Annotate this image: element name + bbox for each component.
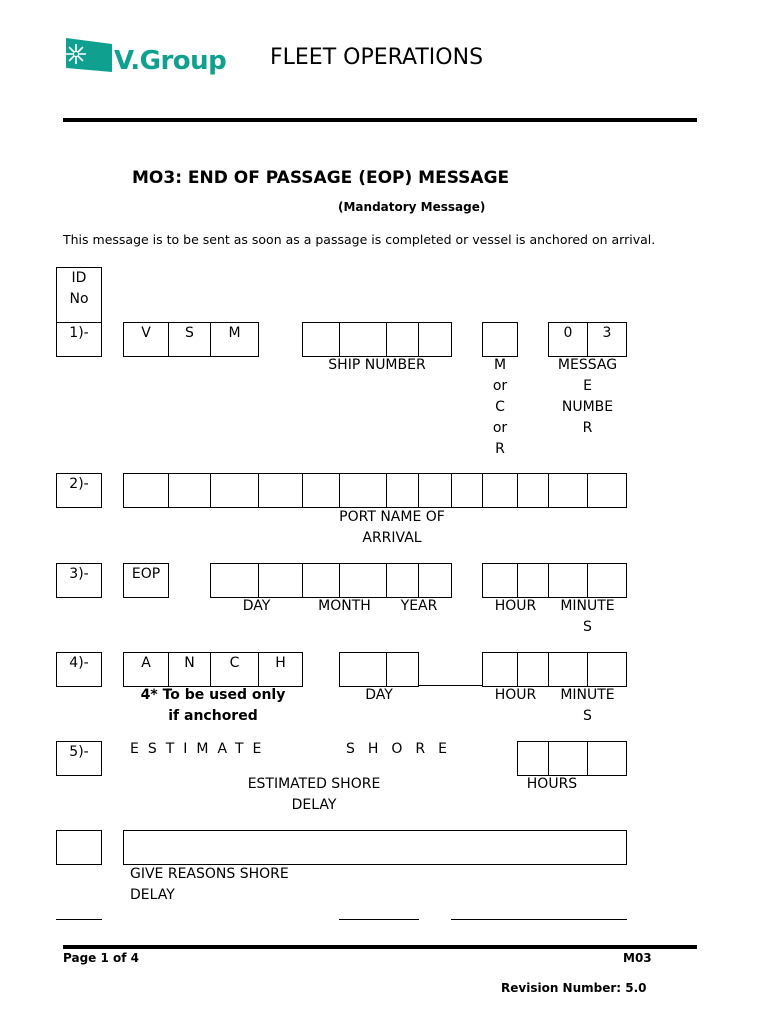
reasons-label: GIVE REASONS SHORE DELAY (130, 866, 289, 903)
minutes-cell[interactable] (587, 652, 627, 687)
vgroup-logo-icon (66, 38, 112, 72)
message-number-label: MESSAG E NUMBE R (557, 357, 618, 436)
minutes-cell[interactable] (587, 563, 627, 598)
row5-id-cell: 5)- (56, 741, 102, 776)
document-title: MO3: END OF PASSAGE (EOP) MESSAGE (132, 168, 510, 188)
row6-id-cell (56, 830, 102, 865)
day-cell[interactable] (258, 563, 303, 598)
signature-line (451, 919, 627, 920)
port-name-cell[interactable] (386, 473, 419, 508)
shore-text: SHORE (346, 741, 461, 757)
year-cell[interactable] (418, 563, 452, 598)
hour-cell[interactable] (517, 563, 549, 598)
hour-cell[interactable] (482, 652, 518, 687)
anch-cell-c: C (210, 652, 259, 687)
row3-id-cell: 3)- (56, 563, 102, 598)
ship-number-cell[interactable] (386, 322, 419, 357)
estimate-text: ESTIMATE (130, 741, 271, 757)
month-cell[interactable] (339, 563, 387, 598)
port-name-cell[interactable] (482, 473, 518, 508)
mcr-label: M or C or R (492, 357, 508, 457)
port-name-cell[interactable] (517, 473, 549, 508)
row4-connector-line (418, 685, 483, 686)
id-header-cell: ID No (56, 267, 102, 323)
port-name-cell[interactable] (210, 473, 259, 508)
anchored-note: 4* To be used only if anchored (140, 687, 286, 724)
minutes-label: MINUTE S (560, 687, 615, 724)
month-label: MONTH (318, 598, 371, 614)
port-name-cell[interactable] (418, 473, 452, 508)
anch-cell-h: H (258, 652, 303, 687)
year-label: YEAR (400, 598, 438, 614)
port-name-cell[interactable] (168, 473, 211, 508)
mcr-cell[interactable] (482, 322, 518, 357)
hours-cell[interactable] (548, 741, 588, 776)
port-name-cell[interactable] (587, 473, 627, 508)
anch-cell-n: N (168, 652, 211, 687)
hours-label: HOURS (526, 776, 578, 792)
message-number-cell[interactable]: 0 (548, 322, 588, 357)
ship-number-cell[interactable] (302, 322, 340, 357)
port-name-cell[interactable] (123, 473, 169, 508)
intro-text: This message is to be sent as soon as a passage is completed or vessel is anchored on arrival. (63, 232, 656, 247)
ship-number-cell[interactable] (418, 322, 452, 357)
estimated-shore-delay-label: ESTIMATED SHORE DELAY (247, 776, 381, 813)
hour-cell[interactable] (517, 652, 549, 687)
day-cell[interactable] (210, 563, 259, 598)
signature-line (56, 919, 102, 920)
anch-cell-a: A (123, 652, 169, 687)
header-rule (63, 118, 697, 122)
vsm-cell-m[interactable]: M (210, 322, 259, 357)
minutes-cell[interactable] (548, 652, 588, 687)
minutes-label: MINUTE S (560, 598, 615, 635)
page-number: Page 1 of 4 (63, 951, 139, 965)
hours-cell[interactable] (517, 741, 549, 776)
document-subtitle: (Mandatory Message) (338, 200, 486, 214)
day-cell[interactable] (386, 652, 419, 687)
port-name-cell[interactable] (451, 473, 483, 508)
signature-line (339, 919, 419, 920)
day-label: DAY (365, 687, 393, 703)
hour-label: HOUR (494, 687, 537, 703)
port-name-label: PORT NAME OF ARRIVAL (339, 509, 445, 546)
message-number-cell[interactable]: 3 (587, 322, 627, 357)
row1-id-cell: 1)- (56, 322, 102, 357)
year-cell[interactable] (386, 563, 419, 598)
month-cell[interactable] (302, 563, 340, 598)
ship-number-label: SHIP NUMBER (328, 357, 426, 373)
row4-id-cell: 4)- (56, 652, 102, 687)
port-name-cell[interactable] (258, 473, 303, 508)
eop-code-cell: EOP (123, 563, 169, 598)
row2-id-cell: 2)- (56, 473, 102, 508)
day-cell[interactable] (339, 652, 387, 687)
revision-number: Revision Number: 5.0 (501, 981, 647, 995)
port-name-cell[interactable] (548, 473, 588, 508)
logo-text: V.Group (114, 46, 227, 76)
port-name-cell[interactable] (302, 473, 340, 508)
vsm-cell-v[interactable]: V (123, 322, 169, 357)
header-title: FLEET OPERATIONS (270, 45, 484, 70)
hour-label: HOUR (494, 598, 537, 614)
document-code: M03 (623, 951, 652, 965)
vsm-cell-s[interactable]: S (168, 322, 211, 357)
reasons-input-cell[interactable] (123, 830, 627, 865)
hour-cell[interactable] (482, 563, 518, 598)
port-name-cell[interactable] (339, 473, 387, 508)
hours-cell[interactable] (587, 741, 627, 776)
ship-number-cell[interactable] (339, 322, 387, 357)
day-label: DAY (242, 598, 271, 614)
minutes-cell[interactable] (548, 563, 588, 598)
footer-rule (63, 945, 697, 949)
